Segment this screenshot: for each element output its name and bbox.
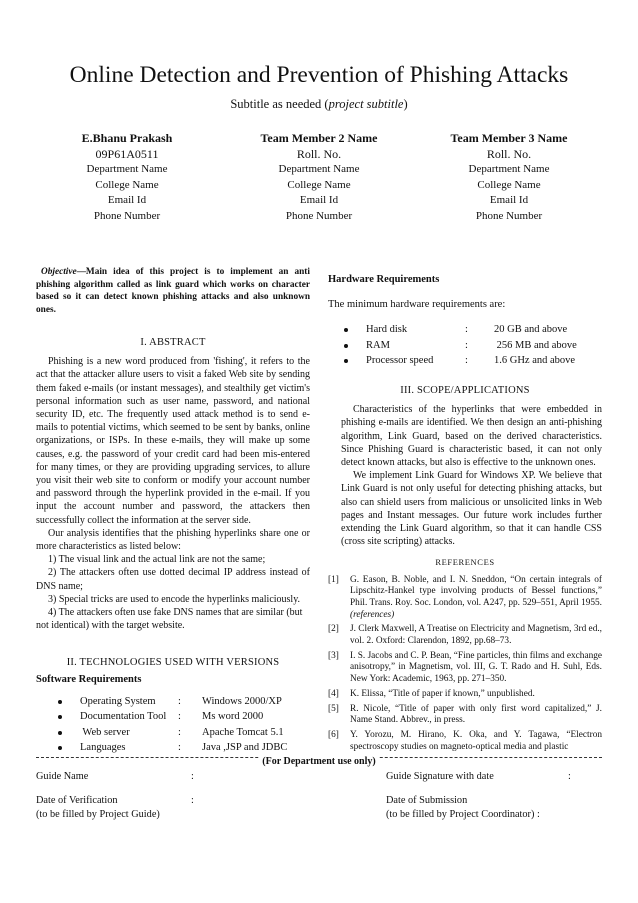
author-name: E.Bhanu Prakash [81,131,173,145]
paper-title: Online Detection and Prevention of Phishing Attacks [69,62,569,88]
guide-signature-label: Guide Signature with date [386,771,494,782]
hardware-item: Processor speed : 1.6 GHz and above [328,354,602,370]
bullet-icon [58,731,62,735]
characteristic-item: 4) The attackers often use fake DNS names that are similar (but not identical) with the target website. [36,607,303,632]
author-email: Email Id [299,194,339,206]
author-dept: Department Name [86,163,168,175]
hardware-intro: The minimum hardware requirements are: [328,299,506,311]
author-college: College Name [287,178,351,191]
reference-item: [5] R. Nicole, “Title of paper with only first word capitalized,” J. Name Stand. Abbrev., in press. [328,703,602,726]
author-phone: Phone Number [475,209,543,222]
scope-heading: III. SCOPE/APPLICATIONS [400,384,530,396]
author-dept: Department Name [468,163,550,175]
left-column [36,266,310,757]
bullet-icon [344,359,348,363]
bullet-icon [58,715,62,719]
software-item: Operating System : Windows 2000/XP [36,695,310,711]
author-college: College Name [477,178,541,191]
objective-paragraph: Objective—Main idea of this project is to implement an anti phishing algorithm called as link guard which works on character based so it can detect known phishing attacks and also unknown ones. [36,267,310,315]
software-item: Documentation Tool : Ms word 2000 [36,710,310,726]
guide-signature-colon: : [568,771,571,782]
guide-name-colon: : [191,771,194,782]
author-name: Team Member 3 Name [450,131,568,145]
author-dept: Department Name [278,163,360,175]
characteristic-item: 2) The attackers often use dotted decimal IP address instead of DNS name; [36,567,310,592]
author-block-1 [27,131,227,224]
scope-paragraph-2: We implement Link Guard for Windows XP. We believe that Link Guard is not only useful for detecting phishing attacks, but also can shield users from malicious or unsolicited links in Web pages and Instant messages. Our future work includes further extending the Link Guard algorithm, so that it can handle CSS (cross site scripting) attacks. [341,470,602,548]
author-roll: Roll. No. [296,146,342,161]
scope-paragraph-1: Characteristics of the hyperlinks that were embedded in phishing e-mails are identified. We then design an anti-phishing algorithm, Link Guard, based on the derived characteristics. Since Phishing Guard is characteristic based, it can not only detect known attacks, but also is effective to the unknown ones. [341,404,602,468]
characteristic-item: 1) The visual link and the actual link are not the same; [48,554,266,566]
author-phone: Phone Number [93,209,161,222]
software-requirements-heading: Software Requirements [36,673,142,685]
author-email: Email Id [489,194,529,206]
author-phone: Phone Number [285,209,353,222]
bullet-icon [58,700,62,704]
date-verification-colon: : [191,795,194,806]
right-column [328,273,602,756]
filled-by-coordinator-label: (to be filled by Project Coordinator) : [386,809,540,820]
date-verification-label: Date of Verification [36,795,118,806]
abstract-paragraph-1: Phishing is a new word produced from 'fishing', it refers to the act that the attacker allure users to visit a faked Web site by sending them faked e-mails (or instant messages), and stealthily get victim's personal information such as user name, password, and national security ID, etc. The frequently used attack method is to send e-mails to potential victims, which seemed to be sent by banks, online organizations, or ISPs. In these e-mails, they will make up some causes, e.g. the password of your credit card had been mis-entered for many times, or they are providing upgrading services, to allure you visit their web site to conform or modify your account number and password through the hyperlink provided in the e-mail. If you input the account number and password, the attackers then successfully collect the information at the server side. [36,356,310,526]
bullet-icon [58,746,62,750]
date-submission-label: Date of Submission [386,795,468,806]
paper-subtitle: Subtitle as needed (project subtitle) [230,97,408,111]
reference-item: [3] I. S. Jacobs and C. P. Bean, “Fine particles, thin films and exchange anisotropy,” in Magnetism, vol. III, G. T. Rado and H. Suhl, Eds. New York: Academic, 1963, pp. 271–350. [328,650,602,685]
references-heading: REFERENCES [435,557,495,568]
filled-by-guide-label: (to be filled by Project Guide) [36,809,160,820]
reference-item: [1] G. Eason, B. Noble, and I. N. Sneddon, “On certain integrals of Lipschitz-Hankel type involving products of Bessel functions,” Phil. Trans. Roy. Soc. London, vol. A247, pp. 529–551, April 1955. (references) [328,574,602,620]
bullet-icon [344,344,348,348]
scope-body [328,403,602,548]
hardware-item: RAM : 256 MB and above [328,339,602,355]
reference-item: [2] J. Clerk Maxwell, A Treatise on Electricity and Magnetism, 3rd ed., vol. 2. Oxford: Clarendon, 1892, pp.68–73. [328,624,602,647]
software-item: Languages : Java ,JSP and JDBC [36,741,310,757]
abstract-paragraph-2: Our analysis identifies that the phishing hyperlinks share one or more characteristics as listed below: [36,527,310,553]
author-email: Email Id [107,194,147,206]
technologies-heading: II. TECHNOLOGIES USED WITH VERSIONS [66,657,280,669]
author-college: College Name [95,178,159,191]
hardware-item: Hard disk : 20 GB and above [328,323,602,339]
objective-label: Objective [41,267,77,277]
reference-item: [6] Y. Yorozu, M. Hirano, K. Oka, and Y. Tagawa, “Electron spectroscopy studies on magneto-optical media and plastic [328,729,602,752]
author-name: Team Member 2 Name [260,131,378,145]
author-block-3 [409,131,609,224]
software-item: Web server : Apache Tomcat 5.1 [36,726,310,742]
bullet-icon [344,328,348,332]
reference-item: [4] K. Elissa, “Title of paper if known,” unpublished. [328,688,535,699]
author-block-2 [219,131,419,224]
guide-name-label: Guide Name [36,771,89,782]
author-roll: 09P61A0511 [95,146,159,161]
characteristic-item: 3) Special tricks are used to encode the hyperlinks maliciously. [48,593,301,605]
hardware-requirements-heading: Hardware Requirements [328,274,440,285]
abstract-heading: I. ABSTRACT [140,337,206,348]
author-roll: Roll. No. [486,146,532,161]
department-use-label: (For Department use only) [262,756,376,767]
